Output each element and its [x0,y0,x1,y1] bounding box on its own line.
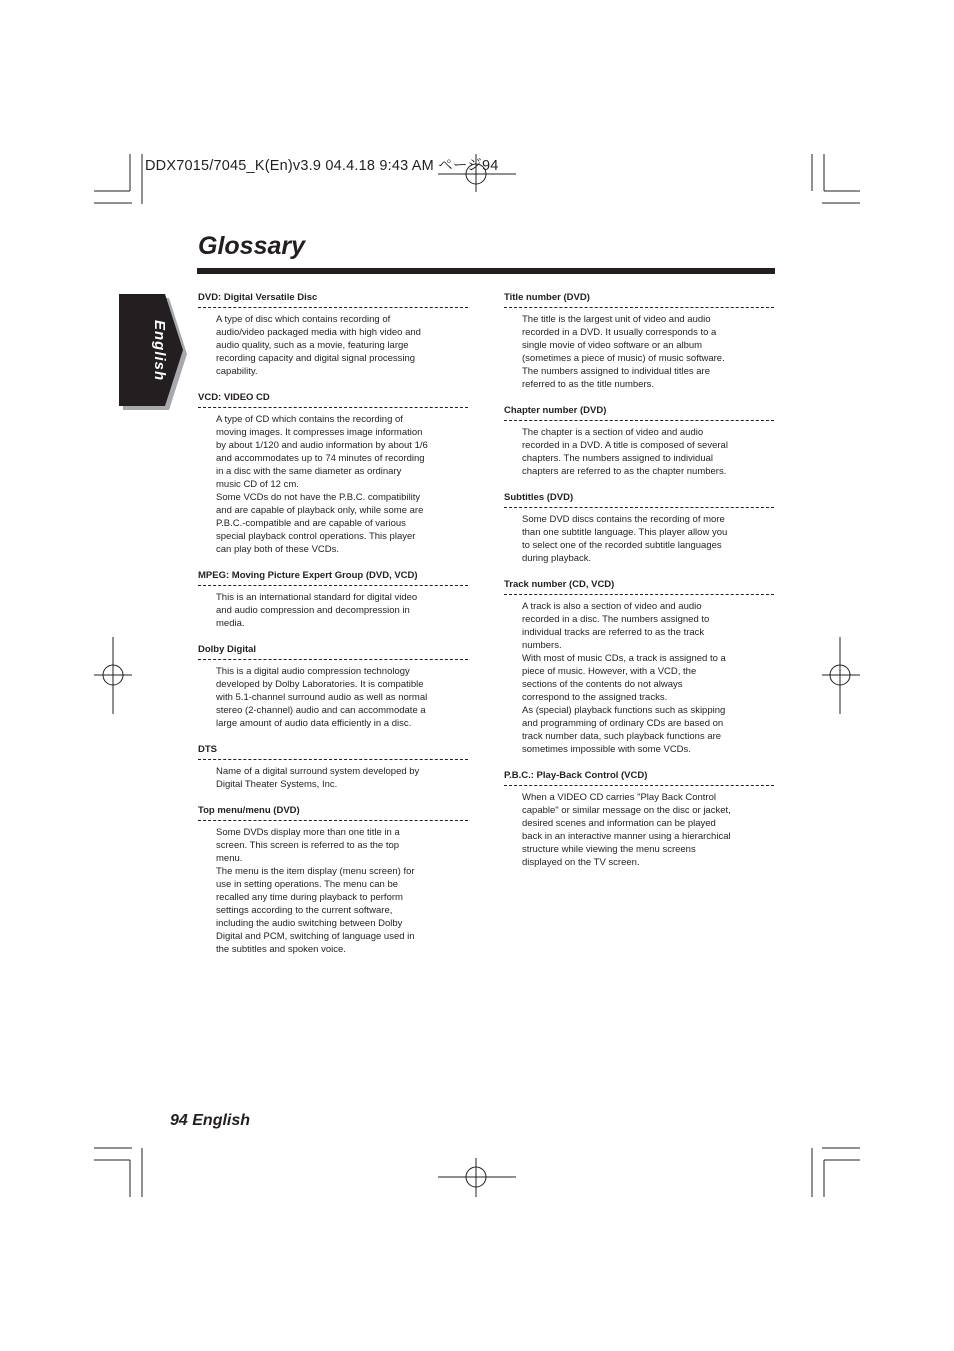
glossary-definition: The title is the largest unit of video and audio recorded in a DVD. It usually corresponds to a single movie of video software or an album (sometimes a piece of music) of music software. The numbers assigned to individual titles are referred to as the title numbers. [522,314,725,390]
title-rule [197,268,775,274]
glossary-definition: Some DVDs display more than one title in a screen. This screen is referred to as the top menu. The menu is the item display (menu screen) for use in setting operations. The menu can be recalled any time during playback to perform settings according to the current software, including the audio switching between Dolby Digital and PCM, switching of language used in the subtitles and spoken voice. [216,827,415,955]
glossary-term: DTS [198,743,468,760]
glossary-entry [504,291,774,391]
glossary-term: Dolby Digital [198,643,468,660]
glossary-column-left [198,291,468,969]
glossary-definition: This is a digital audio compression technology developed by Dolby Laboratories. It is compatible with 5.1-channel surround audio as well as normal stereo (2-channel) audio and can accommodate a large amount of audio data efficiently in a disc. [216,666,428,729]
glossary-entry [198,569,468,630]
glossary-entry [198,804,468,956]
glossary-definition: Some DVD discs contains the recording of more than one subtitle language. This player allow you to select one of the recorded subtitle languages during playback. [522,514,728,564]
glossary-entry [198,391,468,556]
glossary-term: VCD: VIDEO CD [198,391,468,408]
glossary-entry [198,291,468,378]
glossary-definition: Name of a digital surround system developed by Digital Theater Systems, Inc. [216,766,420,790]
page-title: Glossary [198,232,306,260]
glossary-entry [504,769,774,869]
glossary-definition: A type of disc which contains recording of audio/video packaged media with high video and audio quality, such as a movie, featuring large recording capacity and digital signal processing capability. [216,314,421,377]
glossary-term: P.B.C.: Play-Back Control (VCD) [504,769,774,786]
glossary-term: Subtitles (DVD) [504,491,774,508]
glossary-entry [198,743,468,791]
glossary-definition: When a VIDEO CD carries "Play Back Control capable" or similar message on the disc or jacket, desired scenes and information can be played back in an interactive manner using a hierarchical structure while viewing the menu screens displayed on the TV screen. [522,792,731,868]
language-tab-text: English [151,320,168,382]
page-footer: 94 English [170,1112,251,1129]
glossary-term: Title number (DVD) [504,291,774,308]
glossary-definition: This is an international standard for digital video and audio compression and decompression in media. [216,592,418,629]
glossary-term: DVD: Digital Versatile Disc [198,291,468,308]
glossary-entry [504,404,774,478]
glossary-term: Chapter number (DVD) [504,404,774,421]
glossary-entry [198,643,468,730]
glossary-definition: The chapter is a section of video and audio recorded in a DVD. A title is composed of several chapters. The numbers assigned to individual chapters are referred to as the chapter numbers. [522,427,728,477]
glossary-definition: A type of CD which contains the recording of moving images. It compresses image information by about 1/120 and audio information by about 1/6 and accommodates up to 74 minutes of recording in a disc with the same diameter as ordinary music CD of 12 cm. Some VCDs do not have the P.B.C. compatibility and are capable of playback only, while some are P.B.C.-compatible and are capable of various special playback control operations. This player can play both of these VCDs. [216,414,428,555]
glossary-term: Track number (CD, VCD) [504,578,774,595]
print-slug: DDX7015/7045_K(En)v3.9 04.4.18 9:43 AM ページ94 [145,158,499,174]
glossary-entry [504,578,774,756]
language-tab-label [146,320,170,386]
glossary-term: Top menu/menu (DVD) [198,804,468,821]
glossary-term: MPEG: Moving Picture Expert Group (DVD, VCD) [198,569,468,586]
glossary-column-right [504,291,774,882]
glossary-definition: A track is also a section of video and audio recorded in a disc. The numbers assigned to individual tracks are referred to as the track numbers. With most of music CDs, a track is assigned to a piece of music. However, with a VCD, the sections of the contents do not always correspond to the assigned tracks. As (special) playback functions such as skipping and programming of ordinary CDs are based on track number data, such playback functions are sometimes impossible with some VCDs. [522,601,726,755]
glossary-entry [504,491,774,565]
